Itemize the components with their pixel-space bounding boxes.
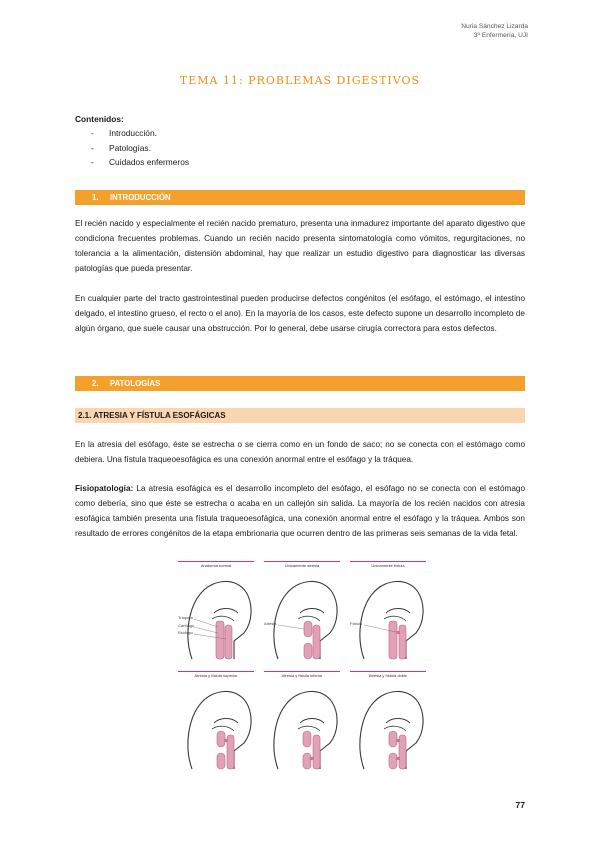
section-heading-introduccion (75, 190, 525, 205)
section-number: 2. (92, 379, 99, 388)
figure-panel-atresia-fistula-inferior (260, 667, 344, 771)
panel-caption: Anatomía normal (178, 561, 254, 569)
panel-caption: Únicamente fístula (350, 561, 426, 569)
label-atresia: Atresia (264, 621, 277, 626)
section-heading-patologias (75, 376, 525, 391)
contents-list (75, 112, 189, 169)
page-title: TEMA 11: PROBLEMAS DIGESTIVOS (179, 74, 421, 87)
section-title: INTRODUCCIÓN (110, 193, 171, 202)
atresia-paragraph-2 (75, 481, 525, 541)
section-title: PATOLOGÍAS (110, 379, 161, 388)
fistula-only-illustration (346, 567, 430, 661)
contents-item: - Introducción. (75, 126, 189, 140)
intro-paragraph-2: En cualquier parte del tracto gastrointestinal pueden producirse defectos congénitos (el esófago, el estómago, el intestino delgado, el intestino grueso, el recto o el ano). En la mayoría de los casos, este defecto supone un desarrollo incompleto de algún órgano, que suele causar una obstrucción. Por lo general, debe usarse cirugía correctora para estos defectos. (75, 294, 525, 333)
label-esophagus: Esófago (178, 630, 193, 635)
panel-caption: Atresia y fístula doble (350, 671, 426, 679)
atresia-only-illustration (260, 567, 344, 661)
label-cartilage: Cartílago (178, 623, 195, 628)
double-fistula-illustration (346, 677, 430, 771)
lower-fistula-illustration (260, 677, 344, 771)
esophageal-atresia-figure (172, 557, 430, 777)
fisiopatologia-text: La atresia esofágica es el desarrollo incompleto del esófago, el esófago no se conecta con el estómago como debería, sino que éste se estrecha o acaba en un callejón sin salida. La mayoría de los recién nacidos con atresia esofágica también presenta una fístula traqueoesofágica, una conexión anormal entre el esófago y la tráquea. Ambos son resultado de errores congénitos de la etapa embrionaria que ocurren dentro de las primeras seis semanas de la vida fetal. (75, 484, 525, 538)
upper-fistula-illustration (174, 677, 258, 771)
figure-panel-atresia (260, 557, 344, 661)
figure-panel-fistula (346, 557, 430, 661)
intro-paragraph-1: El recién nacido y especialmente el recién nacido prematuro, presenta una inmadurez importante del aparato digestivo que condiciona frecuentes problemas. Cuando un recién nacido presenta sintomatología como vómitos, regurgitaciones, no tolerancia a la alimentación, distensión abdominal, hay que realizar un estudio digestivo para diagnosticar las diversas patologías que pueda presentar. (75, 219, 525, 273)
figure-panel-atresia-fistula-superior (174, 667, 258, 771)
label-trachea: Tráquea (178, 615, 193, 620)
fisiopatologia-label: Fisiopatología: (75, 484, 134, 493)
contents-item: - Cuidados enfermeros (75, 155, 189, 169)
author-course: 3º Enfermería, UJI (473, 32, 528, 39)
panel-caption: Atresia y fístula superior (178, 671, 254, 679)
figure-panel-normal (174, 557, 258, 661)
panel-caption: Atresia y fístula inferior (264, 671, 340, 679)
label-fistula: Fístula (350, 621, 363, 626)
contents-heading: Contenidos: (75, 114, 124, 124)
figure-panel-atresia-fistula-doble (346, 667, 430, 771)
author-name: Nuria Sánchez Lizarda (461, 23, 528, 30)
atresia-paragraph-1: En la atresia del esófago, éste se estrecha o se cierra como en un fondo de saco; no se conecta con el estómago como debiera. Una fístula traqueoesofágica es una conexión anormal entre el esófago y la tráquea. (75, 440, 525, 464)
author-header (461, 22, 528, 40)
subsection-heading-atresia: 2.1. ATRESIA Y FÍSTULA ESOFÁGICAS (75, 408, 525, 423)
panel-caption: Únicamente atresia (264, 561, 340, 569)
contents-item: - Patologías. (75, 141, 189, 155)
page-number: 77 (515, 800, 525, 810)
normal-anatomy-illustration (174, 567, 258, 661)
section-number: 1. (92, 193, 99, 202)
